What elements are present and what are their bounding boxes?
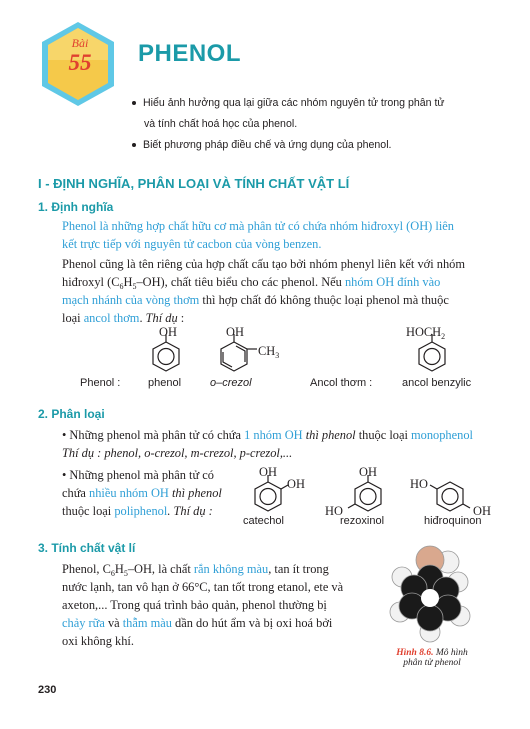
phenol-molecule-model	[386, 532, 474, 644]
section-heading: I - ĐỊNH NGHĨA, PHÂN LOẠI VÀ TÍNH CHẤT VẬT LÍ	[38, 176, 350, 191]
paragraph-line: Phenol cũng là tên riêng của hợp chất cấu tạo bởi nhóm phenyl liên kết với nhóm	[62, 257, 465, 271]
bullet-icon	[132, 101, 136, 105]
paragraph-line: hiđroxyl $(C_6H_5-OH)$, chất tiêu biểu cho các phenol. Nếu nhóm OH đính vào	[62, 275, 441, 291]
subsection-heading-physical: 3. Tính chất vật lí	[38, 541, 136, 555]
paragraph-line: chảy rữa và thẫm màu dần do hút ẩm và bị oxi hoá bởi	[62, 616, 333, 630]
lesson-number: 55	[68, 50, 92, 75]
label-phenol: Phenol :	[80, 377, 121, 389]
paragraph-line: • Những phenol mà phân tử có chứa 1 nhóm OH thì phenol thuộc loại monophenol	[62, 428, 473, 442]
atom-ho: HO	[325, 504, 343, 518]
name-rezoxinol: rezoxinol	[340, 515, 385, 527]
name-hidroquinon: hiđroquinon	[424, 515, 482, 527]
atom-ho: HO	[410, 477, 428, 491]
paragraph-line: mạch nhánh của vòng thơm thì hợp chất đó không thuộc loại phenol mà thuộc	[62, 293, 449, 307]
paragraph-line: • Những phenol mà phân tử có	[62, 468, 214, 482]
definition-line-2: kết trực tiếp với nguyên tử cacbon của vòng benzen.	[62, 237, 322, 251]
paragraph-line: Phenol, $C_6H_5-OH$, là chất rắn không màu, tan ít trong	[62, 562, 329, 578]
paragraph-line: axeton,... Trong quá trình bảo quản, phenol thường bị	[62, 598, 327, 612]
subsection-heading-classification: 2. Phân loại	[38, 407, 105, 421]
paragraph-line: nước lạnh, tan vô hạn ở 66°C, tan tốt trong etanol, ete và	[62, 580, 344, 594]
atom-oh: OH	[226, 325, 244, 339]
subsection-heading-definition: 1. Định nghĩa	[38, 200, 114, 214]
label-ancol-thom: Ancol thơm :	[310, 377, 373, 389]
atom-oh: OH	[359, 465, 377, 479]
name-ancol-benzylic: ancol benzylic	[402, 377, 472, 389]
page-number: 230	[38, 684, 57, 696]
paragraph-line: loại ancol thơm. Thí dụ :	[62, 311, 185, 325]
page-title: PHENOL	[138, 40, 242, 67]
paragraph-line: thuộc loại poliphenol. Thí dụ :	[62, 504, 213, 518]
atom-oh: OH	[473, 504, 491, 518]
name-o-crezol: o–crezol	[210, 377, 252, 389]
lesson-label: Bài	[71, 36, 89, 50]
objective-1: Hiểu ảnh hưởng qua lại giữa các nhóm nguyên tử trong phân tử	[132, 97, 445, 109]
paragraph-line: oxi không khí.	[62, 634, 134, 648]
atom-hoch2: $HOCH_2$	[406, 325, 446, 341]
figure-caption: Hình 8.6. Mô hình phân tử phenol	[396, 648, 468, 668]
bullet-icon	[132, 143, 136, 147]
objective-1-cont: và tính chất hoá học của phenol.	[144, 118, 298, 130]
name-catechol: catechol	[243, 515, 284, 527]
name-phenol: phenol	[148, 377, 182, 389]
definition-line-1: Phenol là những hợp chất hữu cơ mà phân tử có chứa nhóm hiđroxyl (OH) liên	[62, 219, 454, 233]
objective-2: Biết phương pháp điều chế và ứng dụng của phenol.	[132, 139, 392, 151]
paragraph-line: Thí dụ : phenol, o-crezol, m-crezol, p-crezol,...	[62, 446, 293, 460]
paragraph-line: chứa nhiều nhóm OH thì phenol	[62, 486, 222, 500]
atom-oh: OH	[159, 325, 177, 339]
atom-oh: OH	[259, 465, 277, 479]
atom-ch3: $CH_3$	[258, 344, 280, 360]
atom-oh: OH	[287, 477, 305, 491]
